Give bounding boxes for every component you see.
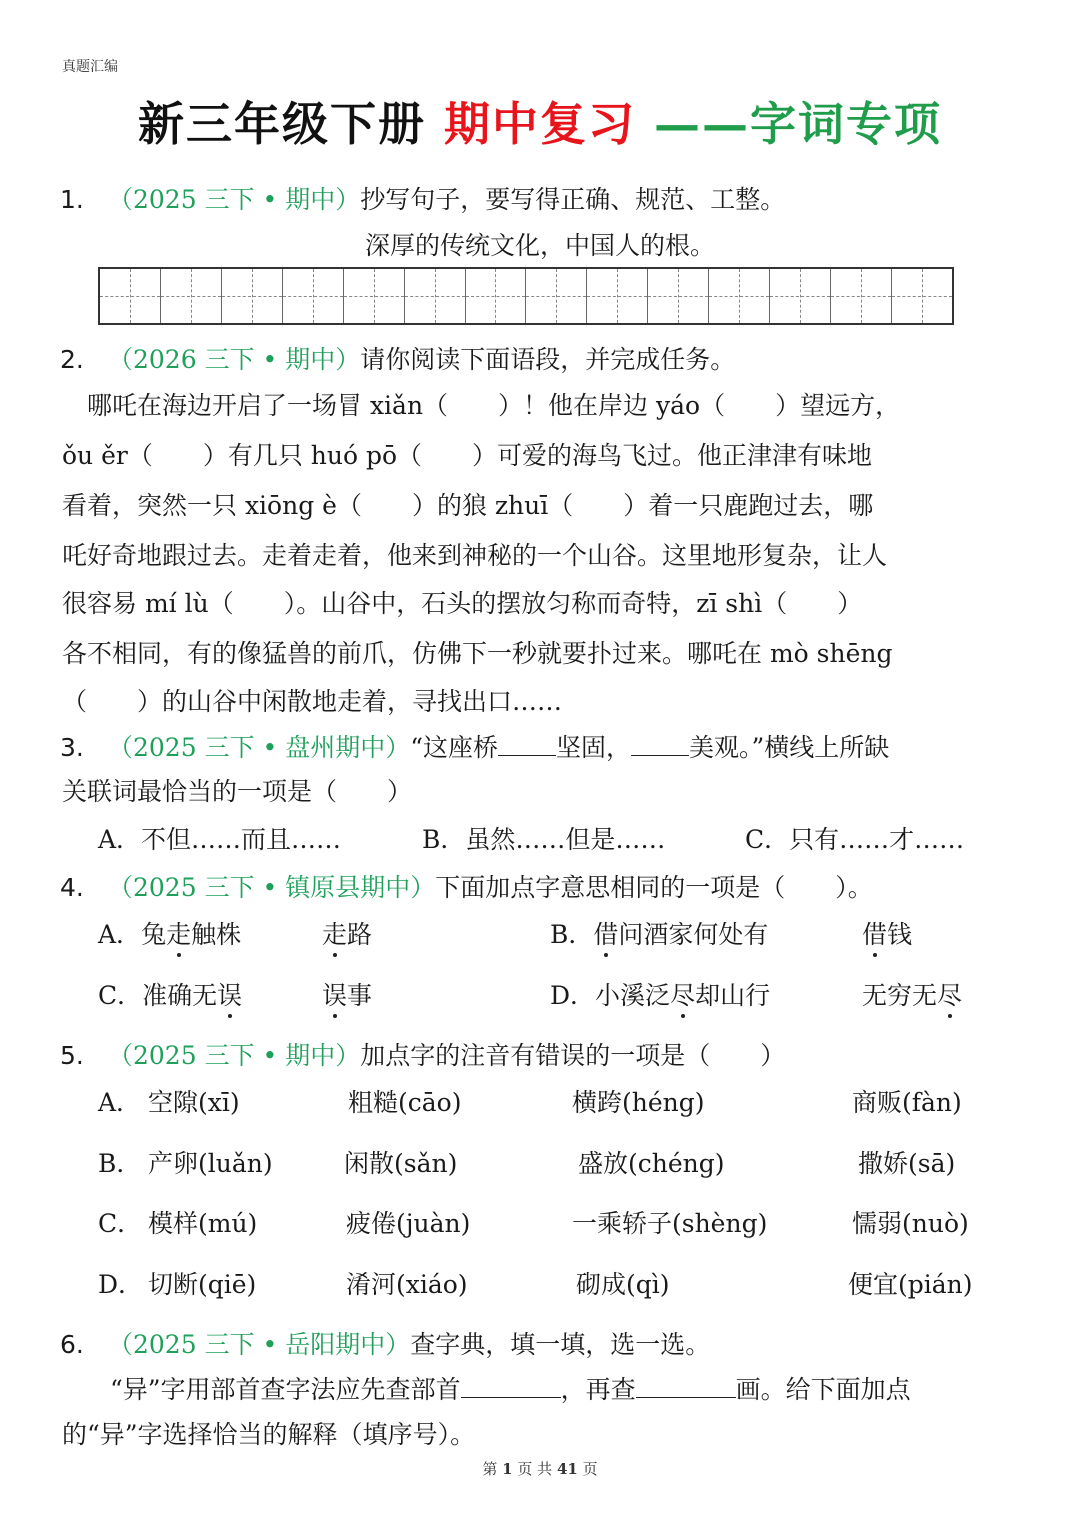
title-grade: 新三年级下册 <box>137 97 426 151</box>
question-text: “异”字用部首查字法应先查部首 ，再查 画。给下面加点 <box>110 1375 911 1404</box>
option-d[interactable]: D．小溪泛尽却山行 <box>550 976 770 1012</box>
writing-grid[interactable] <box>98 267 954 325</box>
option-c[interactable]: C．只有……才…… <box>745 825 965 854</box>
pinyin-item: 粗糙(cāo) <box>348 1088 462 1117</box>
option-c[interactable]: C．准确无误 <box>98 976 242 1012</box>
question-number: 1. <box>60 185 84 214</box>
option-b[interactable]: B．虽然……但是…… <box>422 825 666 854</box>
pinyin-item: 撒娇(sā) <box>858 1149 956 1178</box>
title-midterm: 期中复习 <box>444 97 636 151</box>
question-text: “这座桥 <box>410 733 498 762</box>
question-text: 请你阅读下面语段，并完成任务。 <box>360 345 736 374</box>
answer-blank[interactable] <box>461 1375 561 1398</box>
option-b[interactable]: B．借问酒家何处有 <box>550 915 768 951</box>
pinyin-item: 疲倦(juàn) <box>346 1209 471 1238</box>
question-source: （2025 三下 • 岳阳期中） <box>108 1330 411 1359</box>
answer-blank[interactable] <box>498 733 556 756</box>
passage-line: 吒好奇地跟过去。走着走着，他来到神秘的一个山谷。这里地形复杂，让人 <box>62 541 888 570</box>
question-text: 关联词最恰当的一项是（ ） <box>62 777 413 806</box>
passage-line: ǒu ěr（ ）有几只 huó pō（ ）可爱的海鸟飞过。他正津津有味地 <box>62 441 873 470</box>
pinyin-item: 横跨(héng) <box>572 1088 705 1117</box>
question-text: 美观。”横线上所缺 <box>689 733 890 762</box>
page-title <box>0 88 1080 154</box>
question-number: 2. <box>60 345 84 374</box>
question-number: 4. <box>60 873 84 902</box>
question-text: 下面加点字意思相同的一项是（ ）。 <box>435 873 873 902</box>
question-3 <box>60 728 889 764</box>
question-4 <box>60 868 873 904</box>
option-d-word: 无穷无尽 <box>862 976 962 1012</box>
question-number: 6. <box>60 1330 84 1359</box>
question-6 <box>60 1325 710 1361</box>
question-source: （2025 三下 • 期中） <box>108 185 361 214</box>
question-number: 5. <box>60 1041 84 1070</box>
question-source: （2025 三下 • 期中） <box>108 1041 361 1070</box>
question-text: 抄写句子，要写得正确、规范、工整。 <box>360 185 786 214</box>
option-label[interactable]: B． <box>98 1149 142 1178</box>
pinyin-item: 盛放(chéng) <box>578 1149 725 1178</box>
pinyin-item: 产卵(luǎn) <box>148 1149 273 1178</box>
question-source: （2025 三下 • 镇原县期中） <box>108 873 436 902</box>
question-source: （2025 三下 • 盘州期中） <box>108 733 411 762</box>
question-1 <box>60 180 785 216</box>
option-c-word: 误事 <box>322 976 372 1012</box>
passage-line: 哪吒在海边开启了一场冒 xiǎn（ ）！他在岸边 yáo（ ）望远方， <box>62 391 901 420</box>
pinyin-item: 空隙(xī) <box>148 1088 240 1117</box>
answer-blank[interactable] <box>631 733 689 756</box>
question-source: （2026 三下 • 期中） <box>108 345 361 374</box>
passage-line: 很容易 mí lù（ ）。山谷中，石头的摆放匀称而奇特，zī shì（ ） <box>62 589 863 618</box>
question-text: 的“异”字选择恰当的解释（填序号）。 <box>62 1420 476 1449</box>
title-topic: ——字词专项 <box>654 97 943 151</box>
pinyin-item: 模样(mú) <box>148 1209 258 1238</box>
copy-sentence: 深厚的传统文化，中国人的根。 <box>364 231 715 260</box>
passage-line: 看着，突然一只 xiōng è（ ）的狼 zhuī（ ）着一只鹿跑过去，哪 <box>62 491 874 520</box>
option-b-word: 借钱 <box>862 915 912 951</box>
pinyin-item: 便宜(pián) <box>848 1270 973 1299</box>
passage-line: （ ）的山谷中闲散地走着，寻找出口…… <box>62 687 563 716</box>
option-label[interactable]: A． <box>98 1088 142 1117</box>
question-number: 3. <box>60 733 84 762</box>
option-a-word: 走路 <box>322 915 372 951</box>
pinyin-item: 闲散(sǎn) <box>344 1149 458 1178</box>
page-footer: 第 1 页 共 41 页 <box>482 1460 598 1478</box>
question-2 <box>60 340 735 376</box>
pinyin-item: 商贩(fàn) <box>852 1088 962 1117</box>
pinyin-item: 砌成(qì) <box>576 1270 670 1299</box>
option-label[interactable]: C． <box>98 1209 143 1238</box>
pinyin-item: 懦弱(nuò) <box>852 1209 969 1238</box>
pinyin-item: 一乘轿子(shèng) <box>572 1209 768 1238</box>
option-a[interactable]: A．不但……而且…… <box>98 825 342 854</box>
pinyin-item: 淆河(xiáo) <box>346 1270 468 1299</box>
question-5 <box>60 1036 785 1072</box>
question-text: 坚固， <box>556 733 632 762</box>
answer-blank[interactable] <box>636 1375 736 1398</box>
question-text: 加点字的注音有错误的一项是（ ） <box>360 1041 786 1070</box>
question-text: 查字典，填一填，选一选。 <box>410 1330 711 1359</box>
option-a[interactable]: A．兔走触株 <box>98 915 241 951</box>
pinyin-item: 切断(qiē) <box>148 1270 257 1299</box>
passage-line: 各不相同，有的像猛兽的前爪，仿佛下一秒就要扑过来。哪吒在 mò shēng <box>62 639 893 668</box>
option-label[interactable]: D． <box>98 1270 144 1299</box>
running-header: 真题汇编 <box>62 59 118 75</box>
